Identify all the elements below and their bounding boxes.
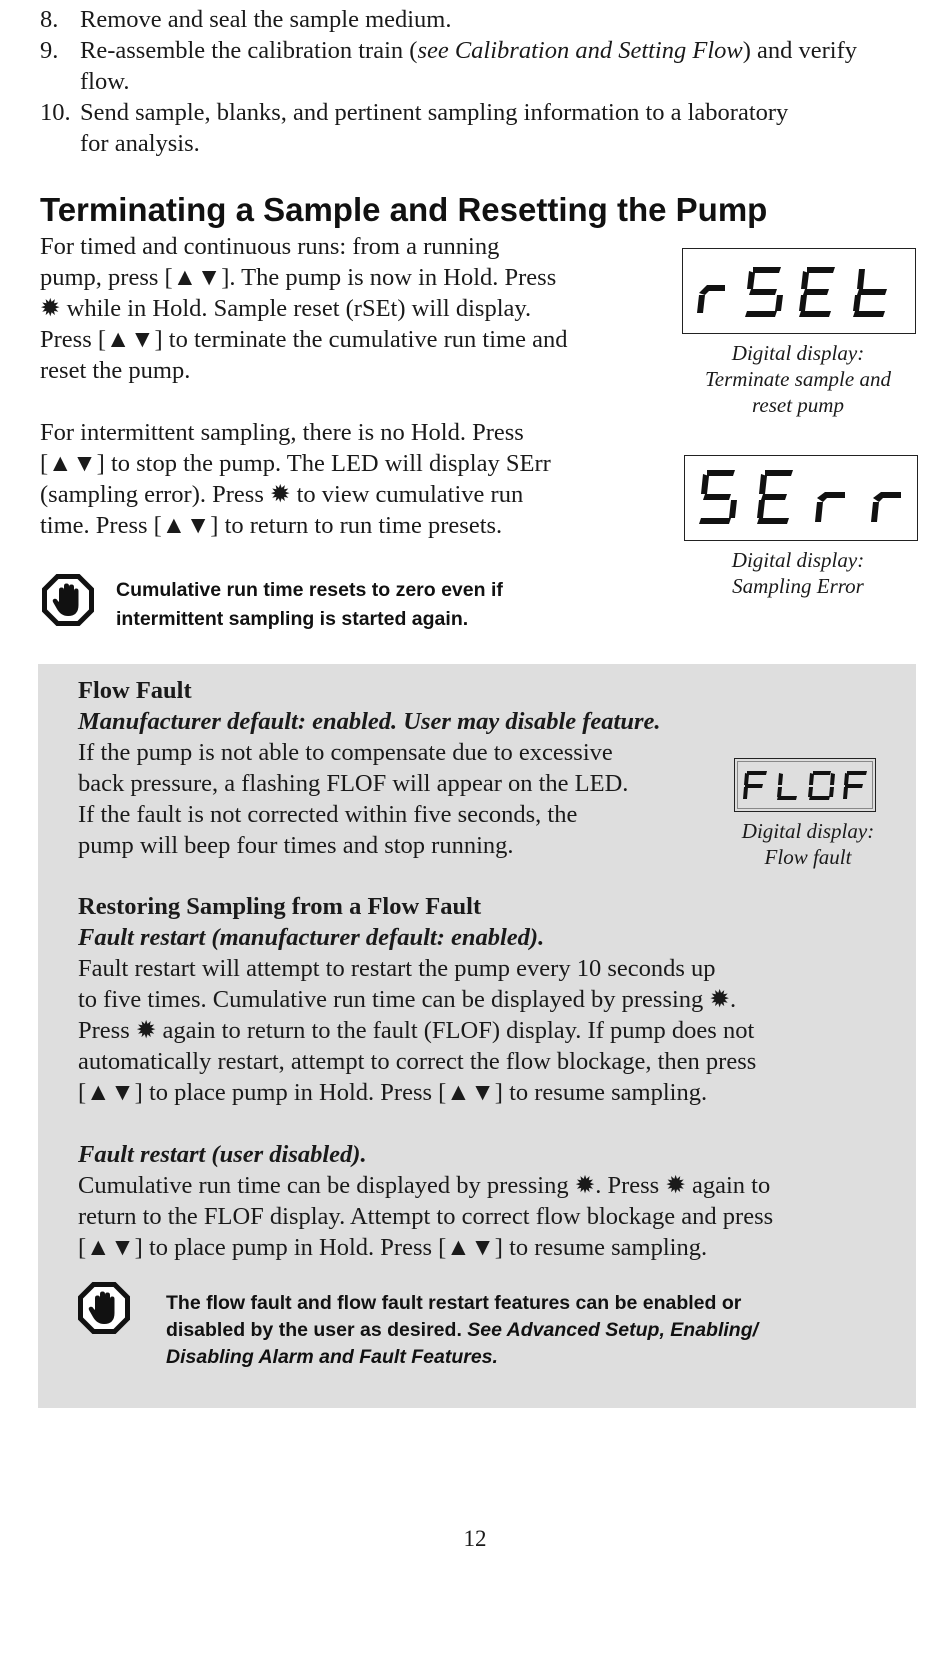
note-line: The flow fault and flow fault restart features can be enabled or [166, 1292, 742, 1314]
step-text: for analysis. [80, 130, 200, 157]
lcd-digits [685, 456, 917, 540]
step-9 [40, 35, 930, 97]
text-line: Cumulative run time can be displayed by pressing ✹. Press ✹ again to [78, 1172, 771, 1199]
caption-line: Digital display: [741, 819, 875, 843]
step-number: 10. [40, 99, 71, 126]
text-line: For intermittent sampling, there is no Hold. Press [40, 419, 524, 446]
text-line: Fault restart will attempt to restart the pump every 10 seconds up [78, 955, 716, 982]
note-line: Cumulative run time resets to zero even if [116, 579, 503, 601]
step-number: 9. [40, 37, 59, 64]
caption-line: Digital display: [731, 548, 865, 572]
caption-line: Flow fault [764, 845, 852, 869]
caption-line: Terminate sample and [705, 367, 891, 391]
flow-fault-heading: Flow Fault [78, 677, 192, 704]
digital-display-rset [682, 248, 916, 334]
section-title: Terminating a Sample and Resetting the Pump [40, 191, 768, 228]
restore-subheading: Fault restart (manufacturer default: enabled). [78, 924, 545, 951]
caption-line: reset pump [752, 393, 844, 417]
digital-display-flof [734, 758, 876, 812]
text-line: [▲▼] to place pump in Hold. Press [▲▼] to resume sampling. [78, 1079, 708, 1106]
step-10 [40, 97, 930, 159]
disabled-section [78, 1139, 898, 1263]
step-text: ) and verify [742, 37, 858, 64]
flow-fault-subheading: Manufacturer default: enabled. User may disable feature. [78, 708, 661, 735]
step-8 [40, 4, 930, 35]
text-line: Press ✹ again to return to the fault (FLOF) display. If pump does not [78, 1017, 755, 1044]
display-caption-rset [676, 340, 920, 418]
text-line: [▲▼] to stop the pump. The LED will display SErr [40, 450, 551, 477]
display-caption-serr [676, 547, 920, 599]
page-number: 12 [463, 1526, 487, 1551]
reset-note [116, 576, 636, 634]
lcd-digits [735, 759, 875, 811]
text-line: return to the FLOF display. Attempt to correct flow blockage and press [78, 1203, 774, 1230]
text-line: For timed and continuous runs: from a running [40, 233, 500, 260]
stop-hand-icon [40, 572, 96, 628]
text-line: time. Press [▲▼] to return to run time presets. [40, 512, 503, 539]
step-text: flow. [80, 68, 130, 95]
text-line: reset the pump. [40, 357, 191, 384]
text-line: If the fault is not corrected within five seconds, the [78, 801, 578, 828]
caption-line: Sampling Error [732, 574, 864, 598]
intermittent-paragraph [40, 417, 640, 541]
cross-reference: see Calibration and Setting Flow [417, 37, 743, 64]
text-line: Press [▲▼] to terminate the cumulative run time and [40, 326, 568, 353]
note-line: intermittent sampling is started again. [116, 608, 469, 630]
caption-line: Digital display: [731, 341, 865, 365]
text-line: automatically restart, attempt to correct the flow blockage, then press [78, 1048, 757, 1075]
step-text: Send sample, blanks, and pertinent sampling information to a laboratory [80, 99, 789, 126]
restore-section [78, 891, 898, 1108]
step-number: 8. [40, 6, 59, 33]
text-line: back pressure, a flashing FLOF will appear on the LED. [78, 770, 629, 797]
stop-hand-icon [76, 1280, 132, 1336]
lcd-digits [683, 249, 915, 333]
cross-reference: Disabling Alarm and Fault Features. [166, 1346, 498, 1368]
text-line: pump will beep four times and stop running. [78, 832, 514, 859]
flow-fault-intro [78, 675, 718, 861]
note-line: disabled by the user as desired. [166, 1319, 468, 1341]
text-line: (sampling error). Press ✹ to view cumulative run [40, 481, 524, 508]
step-text: Re-assemble the calibration train ( [80, 37, 418, 64]
restore-heading: Restoring Sampling from a Flow Fault [78, 893, 482, 920]
disabled-subheading: Fault restart (user disabled). [78, 1141, 367, 1168]
text-line: ✹ while in Hold. Sample reset (rSEt) will display. [40, 295, 532, 322]
text-line: If the pump is not able to compensate due to excessive [78, 739, 613, 766]
digital-display-serr [684, 455, 918, 541]
feature-note [166, 1290, 886, 1371]
cross-reference: See Advanced Setup, Enabling/ [467, 1319, 759, 1341]
terminate-paragraph [40, 231, 640, 386]
text-line: pump, press [▲▼]. The pump is now in Hold. Press [40, 264, 557, 291]
text-line: [▲▼] to place pump in Hold. Press [▲▼] to resume sampling. [78, 1234, 708, 1261]
step-list [40, 4, 930, 159]
text-line: to five times. Cumulative run time can be displayed by pressing ✹. [78, 986, 737, 1013]
display-caption-flof [722, 818, 894, 870]
step-text: Remove and seal the sample medium. [80, 6, 452, 33]
